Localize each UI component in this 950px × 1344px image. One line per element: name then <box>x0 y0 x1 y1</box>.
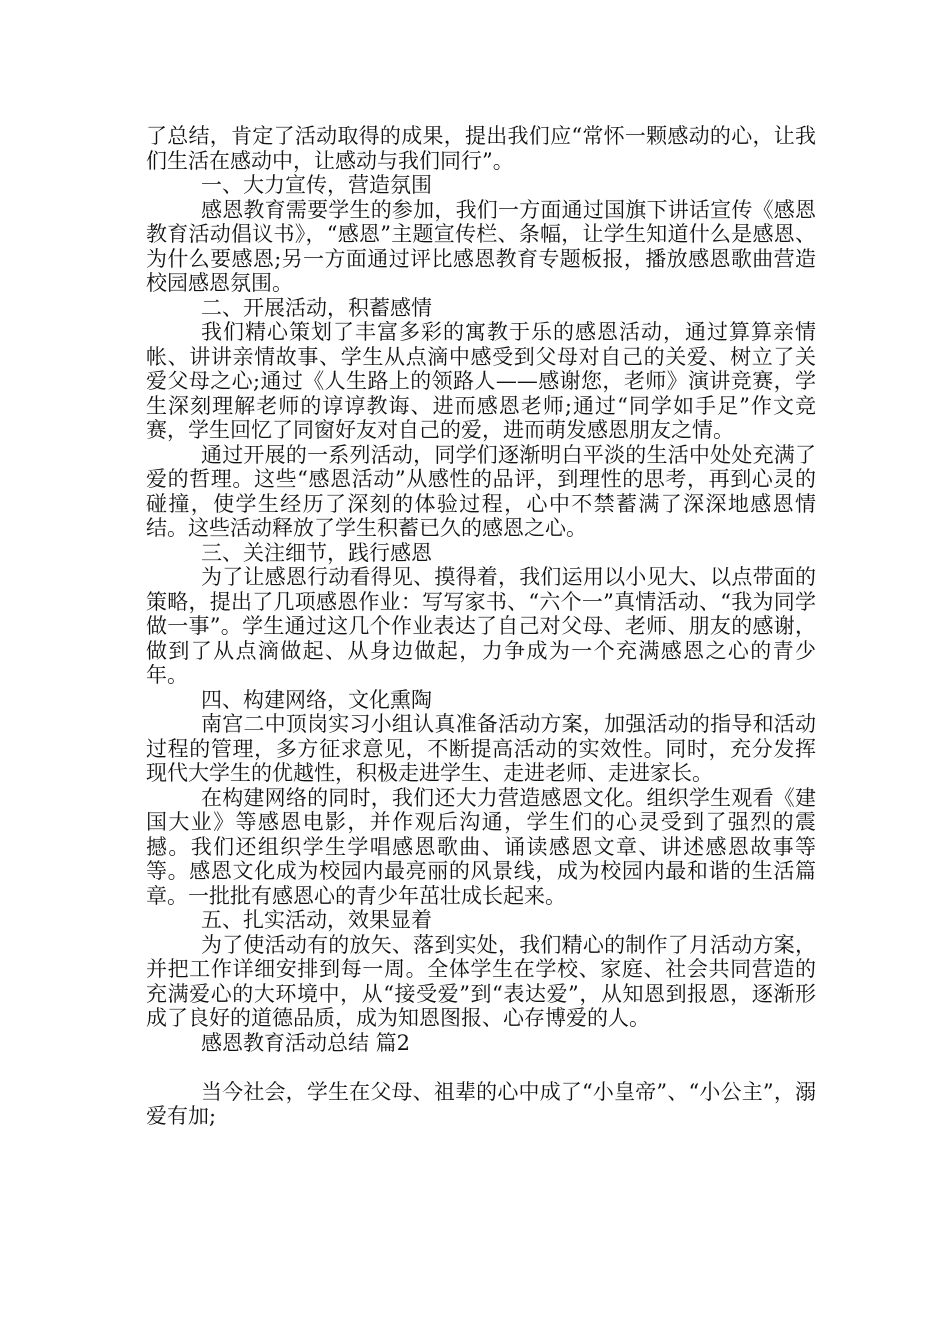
section-heading-3: 三、关注细节，践行感恩 <box>201 540 432 565</box>
paragraph-details: 为了让感恩行动看得见、摸得着，我们运用以小见大、以点带面的策略，提出了几项感恩作业：写写家书、“六个一”真情活动、“我为同学做一事”。学生通过这几个作业表达了自己对父母、老师、朋友的感谢，做到了从点滴做起、从身边做起，力争成为一个充满感恩之心的青少年。 <box>146 565 816 687</box>
paragraph-publicity: 感恩教育需要学生的参加，我们一方面通过国旗下讲话宣传《感恩教育活动倡议书》，“感恩”主题宣传栏、条幅，让学生知道什么是感恩、为什么要感恩;另一方面通过评比感恩教育专题板报，播放感恩歌曲营造校园感恩氛围。 <box>146 197 816 295</box>
section-heading-1: 一、大力宣传，营造氛围 <box>201 173 432 197</box>
paragraph-activities-result: 通过开展的一系列活动，同学们逐渐明白平淡的生活中处处充满了爱的哲理。这些“感恩活动”从感性的品评，到理性的思考，再到心灵的碰撞，使学生经历了深刻的体验过程，心中不禁蓄满了深深地感恩情结。这些活动释放了学生积蓄已久的感恩之心。 <box>146 442 816 540</box>
paragraph-activities: 我们精心策划了丰富多彩的寓教于乐的感恩活动，通过算算亲情帐、讲讲亲情故事、学生从点滴中感受到父母对自己的关爱、树立了关爱父母之心;通过《人生路上的领路人——感谢您，老师》演讲竞赛，学生深刻理解老师的谆谆教诲、进而感恩老师;通过“同学如手足”作文竞赛，学生回忆了同窗好友对自己的爱，进而萌发感恩朋友之情。 <box>146 320 816 442</box>
blank-line <box>146 1055 816 1080</box>
paragraph-culture: 在构建网络的同时，我们还大力营造感恩文化。组织学生观看《建国大业》等感恩电影，并作观后沟通，学生们的心灵受到了强烈的震撼。我们还组织学生学唱感恩歌曲、诵读感恩文章、讲述感恩故事等等。感恩文化成为校园内最亮丽的风景线，成为校园内最和谐的生活篇章。一批批有感恩心的青少年茁壮成长起来。 <box>146 785 816 908</box>
section-heading-2: 二、开展活动，积蓄感情 <box>201 295 432 320</box>
document-body <box>146 124 816 1129</box>
paragraph-intro-continued: 了总结，肯定了活动取得的成果，提出我们应“常怀一颗感动的心，让我们生活在感动中，让感动与我们同行”。 <box>146 124 816 173</box>
paragraph-network: 南宫二中顶岗实习小组认真准备活动方案，加强活动的指导和活动过程的管理，多方征求意见，不断提高活动的实效性。同时，充分发挥现代大学生的优越性，积极走进学生、走进老师、走进家长。 <box>146 712 816 785</box>
section-heading-5: 五、扎实活动，效果显着 <box>201 908 432 932</box>
paragraph-part2-opening: 当今社会，学生在父母、祖辈的心中成了“小皇帝”、“小公主”，溺爱有加; <box>146 1079 816 1128</box>
article-title-part2: 感恩教育活动总结 篇2 <box>201 1030 411 1055</box>
section-heading-4: 四、构建网络，文化熏陶 <box>201 687 432 712</box>
paragraph-results: 为了使活动有的放矢、落到实处，我们精心的制作了月活动方案，并把工作详细安排到每一周。全体学生在学校、家庭、社会共同营造的充满爱心的大环境中，从“接受爱”到“表达爱”，从知恩到报恩，逐渐形成了良好的道德品质，成为知恩图报、心存博爱的人。 <box>146 932 816 1030</box>
